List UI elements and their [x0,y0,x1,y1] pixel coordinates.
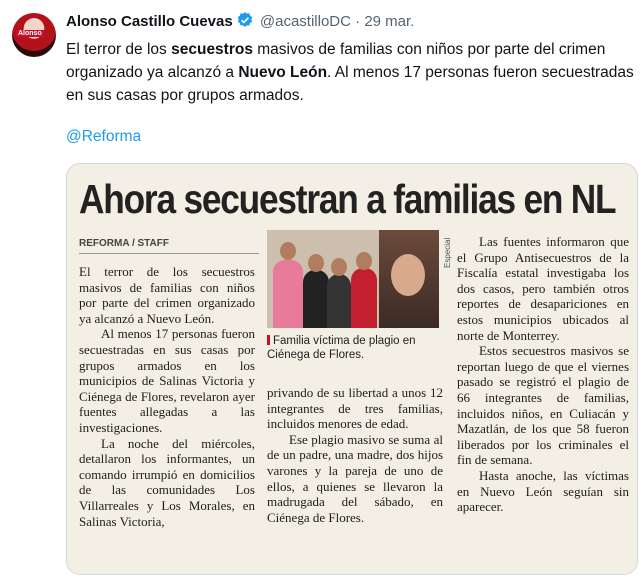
article-column-2 [267,385,443,525]
tweet-header [66,11,414,33]
author-handle[interactable]: @acastilloDC [259,13,351,30]
article-image[interactable] [66,163,638,575]
paragraph: Estos secuestros masivos se reportan luego de que el viernes pasado se registró el plagio de 66 integrantes de familias, incluidos niños, en Culiacán y Mazatlán, de los que 58 fueron liberados por los criminales el fin de semana. [457,343,629,468]
paragraph: Las fuentes informaron que el Grupo Antisecuestros de la Fiscalía estatal investigaba los dos casos, pero también otros reportes de desapariciones en estos municipios ubicados al norte de Monterrey. [457,234,629,343]
article-headline: Ahora secuestran a familias en NL [79,176,616,222]
article-column-3 [457,234,629,515]
paragraph: El terror de los secuestros masivos de familias con niños por parte del crimen organizado ya alcanzó a Nuevo León. [79,264,255,326]
caption-marker [267,335,270,345]
tweet-text-bold: Nuevo León [238,64,328,81]
tweet-text-part: . Al menos 17 personas fueron secuestradas en sus casas por grupos armados. [66,64,634,104]
paragraph: Hasta anoche, las víctimas en Nuevo León seguían sin aparecer. [457,467,629,515]
caption-text: Familia víctima de plagio en Ciénega de Flores. [267,335,416,361]
tweet-text [66,38,636,107]
photo-caption [267,334,447,362]
verified-badge-icon [236,11,254,33]
mention-link[interactable]: @Reforma [66,128,142,145]
family-photo [267,230,439,328]
author-avatar[interactable] [12,13,56,57]
paragraph: Ese plagio masivo se suma al de un padre, una madre, dos hijos varones y la pareja de uno de ellos, a quienes se llevaron la madrugada del sábado, en Ciénega de Flores. [267,431,443,525]
tweet-text-part: El terror de los [66,41,172,58]
author-name[interactable]: Alonso Castillo Cuevas [66,13,233,30]
photo-credit: Especial [443,237,452,268]
tweet-date[interactable]: 29 mar. [364,13,415,30]
article-column-1 [79,264,255,529]
tweet-text-part: masivos de familias con niños por parte del crimen organizado ya alcanzó a [66,41,606,81]
tweet-text-bold: secuestros [171,41,253,58]
paragraph: La noche del miércoles, detallaron los informantes, un comando irrumpió en domicilios de las comunidades Los Villarreales y Los Morales, en Salinas Victoria, [79,435,255,529]
byline-rule [79,253,259,254]
paragraph: privando de su libertad a unos 12 integrantes de tres familias, incluidos menores de edad. [267,385,443,432]
header-separator: · [355,13,361,30]
paragraph: Al menos 17 personas fueron secuestradas en sus casas por grupos armados en los municipios de Salinas Victoria y Ciénega de Flores, revelaron ayer fuentes allegadas a las investigaciones. [79,326,255,435]
article-byline: REFORMA / STAFF [79,238,169,249]
avatar-badge: Alonso [18,30,42,37]
